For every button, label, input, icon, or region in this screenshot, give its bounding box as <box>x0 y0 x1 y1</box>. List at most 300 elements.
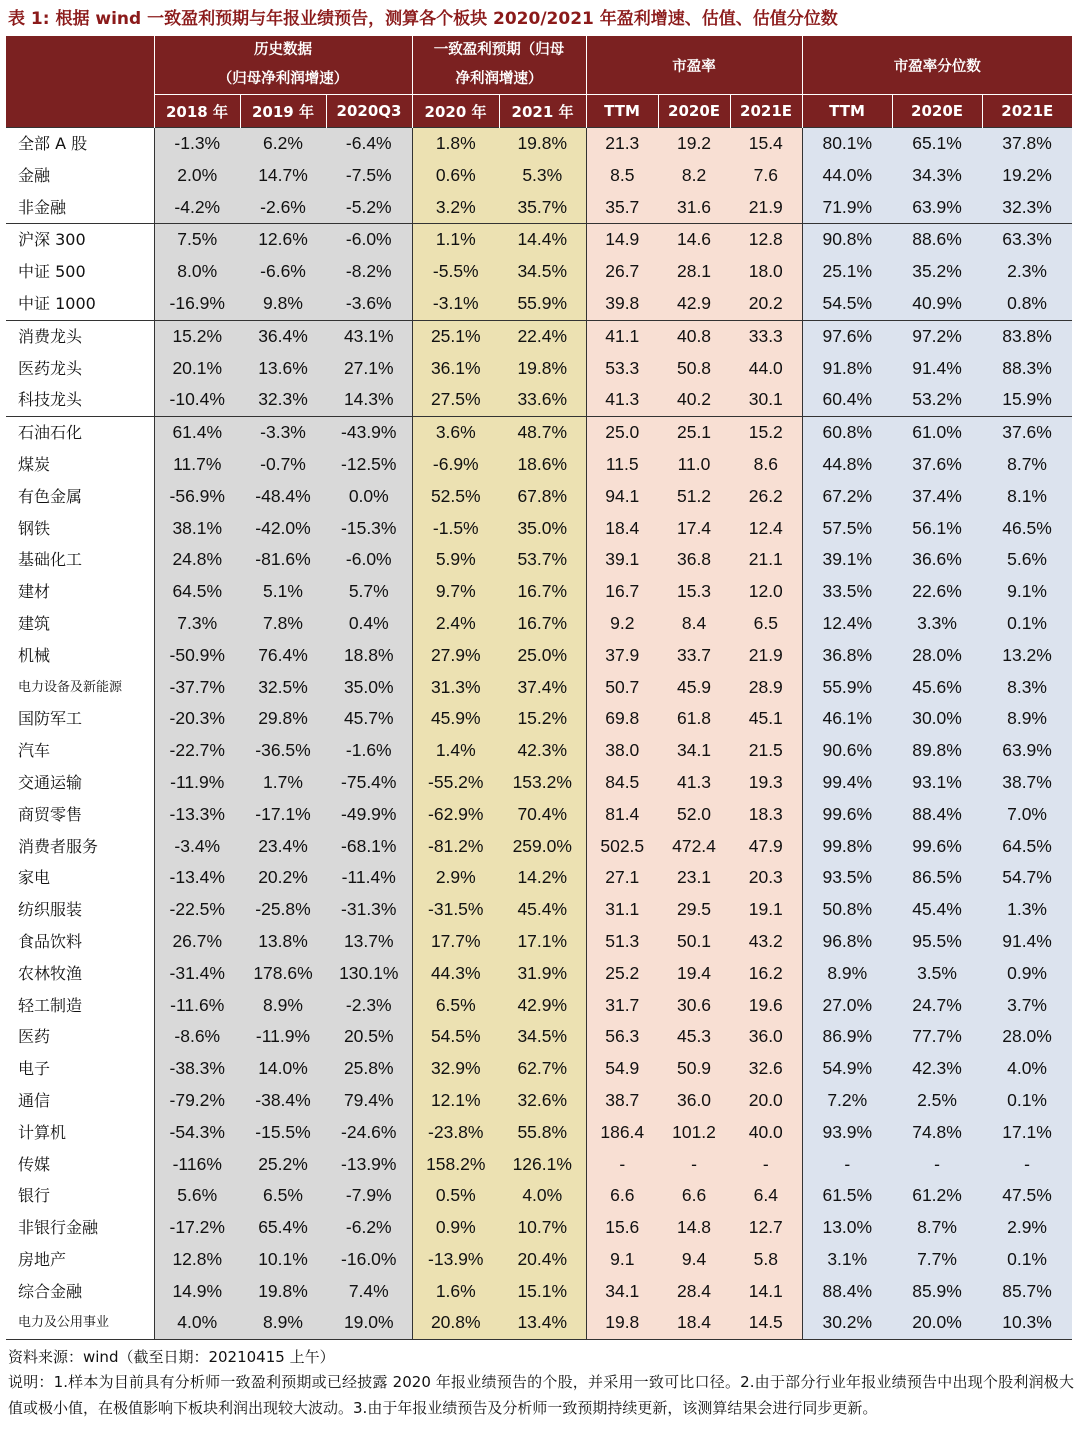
table-cell: 90.6% <box>802 735 892 767</box>
table-cell: 41.1 <box>586 320 658 352</box>
row-label: 医药 <box>6 1021 154 1053</box>
table-cell: 21.5 <box>730 735 802 767</box>
table-cell: 14.5 <box>730 1307 802 1339</box>
row-label: 银行 <box>6 1180 154 1212</box>
table-cell: -10.4% <box>154 384 240 416</box>
table-cell: 14.9 <box>586 224 658 256</box>
table-cell: 48.7% <box>499 417 586 449</box>
row-label: 电力设备及新能源 <box>6 672 154 704</box>
table-cell: -75.4% <box>326 767 412 799</box>
table-cell: 54.5% <box>412 1021 499 1053</box>
table-cell: 36.1% <box>412 353 499 385</box>
table-cell: 61.8 <box>658 703 730 735</box>
table-cell: -13.9% <box>412 1244 499 1276</box>
table-cell: 6.5% <box>240 1180 326 1212</box>
table-cell: 19.8 <box>586 1307 658 1339</box>
table-cell: 45.4% <box>499 894 586 926</box>
table-row <box>6 353 1072 385</box>
table-title: 表 1: 根据 wind 一致盈利预期与年报业绩预告，测算各个板块 2020/2021 年盈利增速、估值、估值分位数 <box>8 9 838 29</box>
table-cell: 53.3 <box>586 353 658 385</box>
table-cell: 36.6% <box>892 544 982 576</box>
table-cell: 3.2% <box>412 192 499 224</box>
table-cell: 79.4% <box>326 1085 412 1117</box>
table-cell: 19.8% <box>499 128 586 160</box>
table-cell: -11.4% <box>326 862 412 894</box>
table-cell: 64.5% <box>982 831 1072 863</box>
table-cell: 10.3% <box>982 1307 1072 1339</box>
table-cell: 39.1% <box>802 544 892 576</box>
table-cell: 19.6 <box>730 990 802 1022</box>
table-cell: 0.9% <box>412 1212 499 1244</box>
table-cell: -31.5% <box>412 894 499 926</box>
table-cell: 186.4 <box>586 1117 658 1149</box>
table-cell: 14.8 <box>658 1212 730 1244</box>
table-cell: 17.1% <box>982 1117 1072 1149</box>
table-cell: 14.4% <box>499 224 586 256</box>
table-cell: -2.3% <box>326 990 412 1022</box>
table-row <box>6 513 1072 545</box>
table-cell: 19.3 <box>730 767 802 799</box>
table-cell: 93.5% <box>802 862 892 894</box>
table-cell: -38.3% <box>154 1053 240 1085</box>
table-cell: 5.9% <box>412 544 499 576</box>
table-cell: 36.0 <box>658 1085 730 1117</box>
table-cell: 32.6% <box>499 1085 586 1117</box>
table-cell: 51.2 <box>658 481 730 513</box>
header-group-label: 一致盈利预期（归母 净利润增速） <box>433 42 565 87</box>
row-label: 非金融 <box>6 192 154 224</box>
table-row <box>6 735 1072 767</box>
header-group-consensus <box>412 36 586 95</box>
table-cell: 30.6 <box>658 990 730 1022</box>
table-cell: 15.6 <box>586 1212 658 1244</box>
table-cell: -68.1% <box>326 831 412 863</box>
table-cell: 80.1% <box>802 128 892 160</box>
table-cell: 9.4 <box>658 1244 730 1276</box>
table-cell: 63.9% <box>892 192 982 224</box>
table-cell: 31.3% <box>412 672 499 704</box>
table-cell: 12.8% <box>154 1244 240 1276</box>
table-cell: 32.9% <box>412 1053 499 1085</box>
table-cell: 50.9 <box>658 1053 730 1085</box>
table-cell: -3.6% <box>326 288 412 320</box>
source-note: 资料来源：wind（截至日期：20210415 上午） <box>8 1348 335 1366</box>
table-cell: 126.1% <box>499 1149 586 1181</box>
table-cell: -50.9% <box>154 640 240 672</box>
table-cell: -20.3% <box>154 703 240 735</box>
table-cell: -1.5% <box>412 513 499 545</box>
table-cell: 1.6% <box>412 1276 499 1308</box>
table-row <box>6 894 1072 926</box>
table-cell: 14.2% <box>499 862 586 894</box>
table-cell: -6.0% <box>326 544 412 576</box>
column-header: TTM <box>586 95 658 128</box>
column-header: 2021E <box>730 95 802 128</box>
table-cell: -12.5% <box>326 449 412 481</box>
table-cell: 2.5% <box>892 1085 982 1117</box>
table-cell: 35.0% <box>326 672 412 704</box>
table-cell: 89.8% <box>892 735 982 767</box>
table-cell: 50.7 <box>586 672 658 704</box>
table-cell: 21.3 <box>586 128 658 160</box>
table-cell: 14.7% <box>240 160 326 192</box>
valuation-table <box>6 36 1072 1340</box>
table-cell: 9.1% <box>982 576 1072 608</box>
row-label: 电子 <box>6 1053 154 1085</box>
table-cell: 10.7% <box>499 1212 586 1244</box>
header-group-label: 市盈率 <box>672 58 716 75</box>
row-label: 非银行金融 <box>6 1212 154 1244</box>
table-cell: 91.8% <box>802 353 892 385</box>
table-cell: 8.5 <box>586 160 658 192</box>
table-cell: 19.0% <box>326 1307 412 1339</box>
table-cell: 16.2 <box>730 958 802 990</box>
table-cell: 21.1 <box>730 544 802 576</box>
table-cell: 20.1% <box>154 353 240 385</box>
table-cell: 35.7% <box>499 192 586 224</box>
table-cell: 25.8% <box>326 1053 412 1085</box>
table-row <box>6 1149 1072 1181</box>
table-cell: 36.8 <box>658 544 730 576</box>
table-cell: -38.4% <box>240 1085 326 1117</box>
row-label: 消费者服务 <box>6 831 154 863</box>
table-cell: 15.9% <box>982 384 1072 416</box>
table-cell: 7.2% <box>802 1085 892 1117</box>
table-cell: -16.0% <box>326 1244 412 1276</box>
table-cell: 12.0 <box>730 576 802 608</box>
table-cell: 70.4% <box>499 799 586 831</box>
row-label: 建筑 <box>6 608 154 640</box>
table-cell: 38.0 <box>586 735 658 767</box>
table-cell: 1.7% <box>240 767 326 799</box>
table-cell: -79.2% <box>154 1085 240 1117</box>
table-cell: 33.3 <box>730 320 802 352</box>
table-cell: -16.9% <box>154 288 240 320</box>
table-cell: 85.9% <box>892 1276 982 1308</box>
table-cell: 91.4% <box>892 353 982 385</box>
table-cell: 35.0% <box>499 513 586 545</box>
row-label: 基础化工 <box>6 544 154 576</box>
column-header: TTM <box>802 95 892 128</box>
table-cell: 27.1% <box>326 353 412 385</box>
table-cell: 34.3% <box>892 160 982 192</box>
table-cell: -81.2% <box>412 831 499 863</box>
table-cell: 3.7% <box>982 990 1072 1022</box>
table-cell: 6.5 <box>730 608 802 640</box>
table-cell: 24.8% <box>154 544 240 576</box>
table-cell: 8.0% <box>154 256 240 288</box>
table-cell: 99.8% <box>802 831 892 863</box>
header-group-label: 市盈率分位数 <box>893 58 981 75</box>
table-cell: 74.8% <box>892 1117 982 1149</box>
table-cell: 93.1% <box>892 767 982 799</box>
header-group-history <box>154 36 412 95</box>
table-cell: 11.7% <box>154 449 240 481</box>
table-cell: 37.8% <box>982 128 1072 160</box>
table-cell: 53.2% <box>892 384 982 416</box>
table-cell: 34.5% <box>499 256 586 288</box>
table-cell: 20.2% <box>240 862 326 894</box>
table-row <box>6 256 1072 288</box>
table-cell: 8.7% <box>892 1212 982 1244</box>
table-cell: 41.3 <box>586 384 658 416</box>
table-cell: 0.6% <box>412 160 499 192</box>
table-row <box>6 958 1072 990</box>
table-row <box>6 128 1072 160</box>
table-cell: 2.9% <box>982 1212 1072 1244</box>
table-cell: 31.1 <box>586 894 658 926</box>
table-cell: 27.9% <box>412 640 499 672</box>
row-label: 医药龙头 <box>6 353 154 385</box>
table-cell: 2.0% <box>154 160 240 192</box>
table-cell: 65.1% <box>892 128 982 160</box>
table-cell: -56.9% <box>154 481 240 513</box>
table-cell: 38.7% <box>982 767 1072 799</box>
table-cell: 64.5% <box>154 576 240 608</box>
row-label: 汽车 <box>6 735 154 767</box>
table-cell: 7.4% <box>326 1276 412 1308</box>
table-cell: 56.1% <box>892 513 982 545</box>
column-header: 2021 年 <box>499 95 586 128</box>
explanation-note: 说明：1.样本为目前具有分析师一致盈利预期或已经披露 2020 年报业绩预告的个股，并采用一致可比口径。2.由于部分行业年报业绩预告中出现个股利润极大值或极小值，在极值影响下板块利润出现较大波动。3.由于年报业绩预告及分析师一致预期持续更新，该测算结果会进行同步更新。 <box>8 1373 1074 1417</box>
table-cell: 31.6 <box>658 192 730 224</box>
table-cell: 86.9% <box>802 1021 892 1053</box>
table-cell: 20.5% <box>326 1021 412 1053</box>
table-cell: 52.5% <box>412 481 499 513</box>
table-cell: 47.9 <box>730 831 802 863</box>
table-row <box>6 481 1072 513</box>
table-cell: 8.2 <box>658 160 730 192</box>
table-cell: 51.3 <box>586 926 658 958</box>
table-cell: 10.1% <box>240 1244 326 1276</box>
table-cell: 45.7% <box>326 703 412 735</box>
table-cell: 2.3% <box>982 256 1072 288</box>
table-row <box>6 224 1072 256</box>
row-label: 通信 <box>6 1085 154 1117</box>
table-row <box>6 767 1072 799</box>
table-cell: 28.9 <box>730 672 802 704</box>
table-cell: 17.4 <box>658 513 730 545</box>
table-cell: 9.2 <box>586 608 658 640</box>
table-cell: -24.6% <box>326 1117 412 1149</box>
table-cell: 53.7% <box>499 544 586 576</box>
table-cell: 37.6% <box>892 449 982 481</box>
table-cell: 45.4% <box>892 894 982 926</box>
table-cell: - <box>802 1149 892 1181</box>
header-group-label: 历史数据 （归母净利润增速） <box>217 42 349 87</box>
table-cell: 30.0% <box>892 703 982 735</box>
table-cell: 32.5% <box>240 672 326 704</box>
table-cell: 45.9% <box>412 703 499 735</box>
row-label: 国防军工 <box>6 703 154 735</box>
table-cell: 29.8% <box>240 703 326 735</box>
table-cell: 0.0% <box>326 481 412 513</box>
table-cell: 7.6 <box>730 160 802 192</box>
table-cell: 18.0 <box>730 256 802 288</box>
table-cell: 19.8% <box>240 1276 326 1308</box>
table-cell: 3.6% <box>412 417 499 449</box>
table-cell: 16.7 <box>586 576 658 608</box>
table-cell: 86.5% <box>892 862 982 894</box>
header-corner <box>6 36 154 128</box>
table-cell: 32.6 <box>730 1053 802 1085</box>
table-cell: -13.3% <box>154 799 240 831</box>
table-cell: -3.4% <box>154 831 240 863</box>
table-cell: 99.4% <box>802 767 892 799</box>
table-cell: 20.3 <box>730 862 802 894</box>
table-cell: 8.9% <box>240 1307 326 1339</box>
table-cell: 5.6% <box>154 1180 240 1212</box>
table-cell: -116% <box>154 1149 240 1181</box>
table-cell: 14.3% <box>326 384 412 416</box>
table-cell: 50.8% <box>802 894 892 926</box>
table-cell: 20.2 <box>730 288 802 320</box>
row-label: 交通运输 <box>6 767 154 799</box>
table-cell: - <box>730 1149 802 1181</box>
table-row <box>6 862 1072 894</box>
table-cell: 0.5% <box>412 1180 499 1212</box>
table-cell: 5.3% <box>499 160 586 192</box>
table-cell: 1.4% <box>412 735 499 767</box>
table-cell: 7.8% <box>240 608 326 640</box>
row-label: 电力及公用事业 <box>6 1307 154 1339</box>
table-cell: 8.3% <box>982 672 1072 704</box>
table-row <box>6 288 1072 320</box>
table-cell: -1.3% <box>154 128 240 160</box>
table-row <box>6 192 1072 224</box>
table-cell: 11.0 <box>658 449 730 481</box>
table-cell: 4.0% <box>499 1180 586 1212</box>
table-cell: 39.8 <box>586 288 658 320</box>
table-cell: 5.8 <box>730 1244 802 1276</box>
row-label: 房地产 <box>6 1244 154 1276</box>
table-cell: 8.6 <box>730 449 802 481</box>
table-cell: -11.6% <box>154 990 240 1022</box>
table-cell: 83.8% <box>982 320 1072 352</box>
table-cell: 25.1% <box>802 256 892 288</box>
table-cell: 97.2% <box>892 320 982 352</box>
table-cell: 67.8% <box>499 481 586 513</box>
column-header: 2019 年 <box>240 95 326 128</box>
table-row <box>6 1117 1072 1149</box>
table-cell: 6.4 <box>730 1180 802 1212</box>
table-row <box>6 544 1072 576</box>
row-label: 计算机 <box>6 1117 154 1149</box>
table-cell: - <box>892 1149 982 1181</box>
table-cell: 0.4% <box>326 608 412 640</box>
table-cell: 36.8% <box>802 640 892 672</box>
table-cell: 25.2 <box>586 958 658 990</box>
row-label: 建材 <box>6 576 154 608</box>
table-cell: 26.2 <box>730 481 802 513</box>
table-cell: 18.4 <box>658 1307 730 1339</box>
table-cell: 15.2% <box>499 703 586 735</box>
row-label: 商贸零售 <box>6 799 154 831</box>
table-cell: 25.2% <box>240 1149 326 1181</box>
table-cell: 9.1 <box>586 1244 658 1276</box>
table-cell: -36.5% <box>240 735 326 767</box>
table-cell: 40.0 <box>730 1117 802 1149</box>
table-cell: 5.6% <box>982 544 1072 576</box>
table-cell: 12.4 <box>730 513 802 545</box>
table-cell: 63.3% <box>982 224 1072 256</box>
table-cell: 17.7% <box>412 926 499 958</box>
table-cell: -11.9% <box>154 767 240 799</box>
table-cell: 42.3% <box>499 735 586 767</box>
table-cell: 472.4 <box>658 831 730 863</box>
table-cell: 27.5% <box>412 384 499 416</box>
table-cell: -13.4% <box>154 862 240 894</box>
table-cell: 19.1 <box>730 894 802 926</box>
table-cell: 85.7% <box>982 1276 1072 1308</box>
table-cell: -5.5% <box>412 256 499 288</box>
table-cell: 13.6% <box>240 353 326 385</box>
table-cell: -2.6% <box>240 192 326 224</box>
table-cell: 88.3% <box>982 353 1072 385</box>
table-cell: 130.1% <box>326 958 412 990</box>
table-cell: 55.8% <box>499 1117 586 1149</box>
table-cell: 12.7 <box>730 1212 802 1244</box>
table-cell: 18.4 <box>586 513 658 545</box>
row-label: 轻工制造 <box>6 990 154 1022</box>
table-cell: -6.0% <box>326 224 412 256</box>
table-cell: 7.7% <box>892 1244 982 1276</box>
table-cell: -7.5% <box>326 160 412 192</box>
row-label: 综合金融 <box>6 1276 154 1308</box>
table-cell: 24.7% <box>892 990 982 1022</box>
table-cell: 12.8 <box>730 224 802 256</box>
row-label: 纺织服装 <box>6 894 154 926</box>
table-cell: 12.4% <box>802 608 892 640</box>
table-cell: 76.4% <box>240 640 326 672</box>
row-label: 农林牧渔 <box>6 958 154 990</box>
table-cell: 178.6% <box>240 958 326 990</box>
table-row <box>6 1180 1072 1212</box>
table-row <box>6 1244 1072 1276</box>
table-row <box>6 160 1072 192</box>
table-cell: 28.4 <box>658 1276 730 1308</box>
table-row <box>6 1307 1072 1339</box>
column-header: 2018 年 <box>154 95 240 128</box>
table-cell: 61.4% <box>154 417 240 449</box>
table-cell: 37.9 <box>586 640 658 672</box>
table-cell: 0.9% <box>982 958 1072 990</box>
table-cell: 43.2 <box>730 926 802 958</box>
table-cell: -6.9% <box>412 449 499 481</box>
table-cell: 16.7% <box>499 576 586 608</box>
table-cell: -15.5% <box>240 1117 326 1149</box>
table-cell: -49.9% <box>326 799 412 831</box>
table-cell: 60.4% <box>802 384 892 416</box>
table-cell: -42.0% <box>240 513 326 545</box>
table-row <box>6 926 1072 958</box>
table-cell: 8.9% <box>240 990 326 1022</box>
table-cell: 39.1 <box>586 544 658 576</box>
table-cell: -37.7% <box>154 672 240 704</box>
table-cell: 62.7% <box>499 1053 586 1085</box>
table-cell: -5.2% <box>326 192 412 224</box>
table-cell: 42.9% <box>499 990 586 1022</box>
table-cell: 13.4% <box>499 1307 586 1339</box>
table-cell: -4.2% <box>154 192 240 224</box>
table-cell: -15.3% <box>326 513 412 545</box>
table-cell: 15.3 <box>658 576 730 608</box>
row-label: 科技龙头 <box>6 384 154 416</box>
table-cell: 57.5% <box>802 513 892 545</box>
table-cell: 56.3 <box>586 1021 658 1053</box>
row-label: 食品饮料 <box>6 926 154 958</box>
table-cell: 44.3% <box>412 958 499 990</box>
